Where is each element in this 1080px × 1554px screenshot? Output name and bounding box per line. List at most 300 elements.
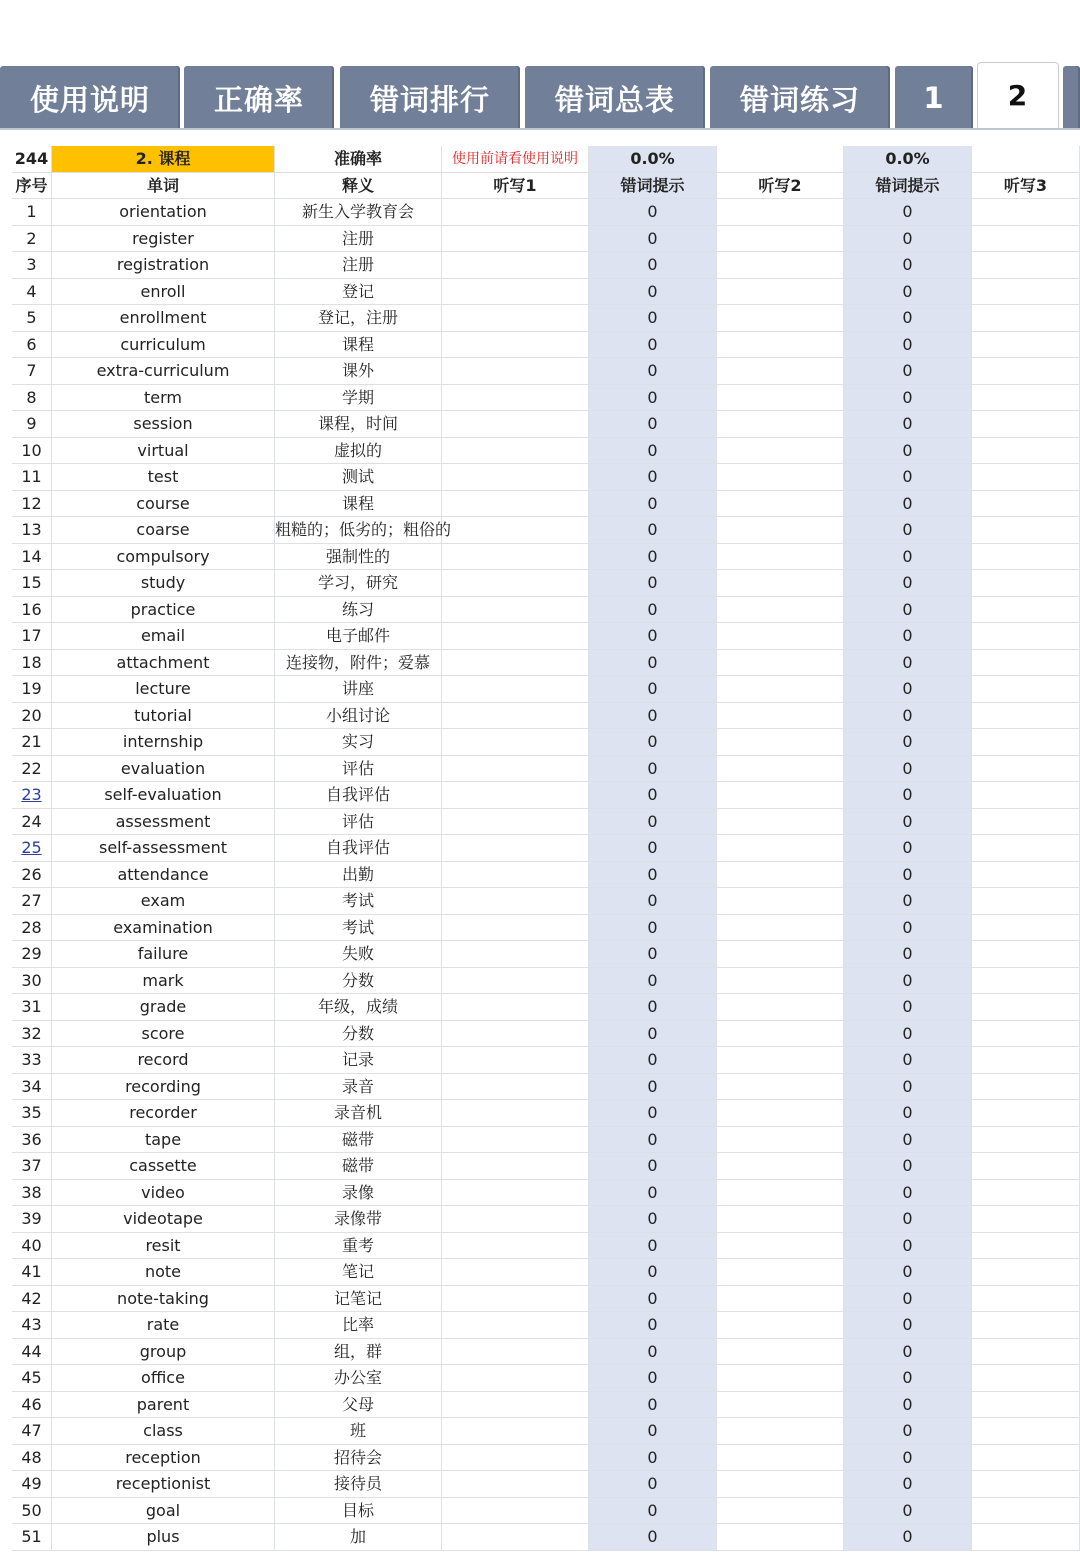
hint-1-cell[interactable]: 0 [589, 888, 717, 915]
row-index[interactable]: 47 [12, 1418, 52, 1445]
meaning-cell[interactable]: 考试 [275, 888, 442, 915]
hint-2-cell[interactable]: 0 [844, 279, 972, 306]
word-cell[interactable]: orientation [52, 199, 275, 226]
hint-1-cell[interactable]: 0 [589, 1233, 717, 1260]
dictation-2-cell[interactable] [717, 1365, 844, 1392]
hint-1-cell[interactable]: 0 [589, 1498, 717, 1525]
dictation-2-cell[interactable] [717, 1074, 844, 1101]
word-cell[interactable]: exam [52, 888, 275, 915]
column-header-meaning[interactable]: 释义 [275, 173, 442, 200]
column-header-dictation-2[interactable]: 听写2 [717, 173, 844, 200]
word-cell[interactable]: test [52, 464, 275, 491]
row-index[interactable]: 48 [12, 1445, 52, 1472]
word-cell[interactable]: self-evaluation [52, 782, 275, 809]
dictation-1-cell[interactable] [442, 915, 589, 942]
hint-1-cell[interactable]: 0 [589, 1180, 717, 1207]
hint-2-cell[interactable]: 0 [844, 491, 972, 518]
column-header-hint-2[interactable]: 错词提示 [844, 173, 972, 200]
dictation-2-cell[interactable] [717, 835, 844, 862]
dictation-2-cell[interactable] [717, 623, 844, 650]
accuracy-label[interactable]: 准确率 [275, 146, 442, 173]
dictation-3-cell[interactable] [972, 517, 1080, 544]
hint-2-cell[interactable]: 0 [844, 464, 972, 491]
dictation-1-cell[interactable] [442, 1206, 589, 1233]
row-index[interactable]: 7 [12, 358, 52, 385]
row-index[interactable]: 10 [12, 438, 52, 465]
word-count[interactable]: 244 [12, 146, 52, 173]
word-cell[interactable]: curriculum [52, 332, 275, 359]
word-cell[interactable]: evaluation [52, 756, 275, 783]
word-cell[interactable]: class [52, 1418, 275, 1445]
dictation-1-cell[interactable] [442, 809, 589, 836]
meaning-cell[interactable]: 失败 [275, 941, 442, 968]
meaning-cell[interactable]: 磁带 [275, 1153, 442, 1180]
meaning-cell[interactable]: 分数 [275, 968, 442, 995]
dictation-3-cell[interactable] [972, 1021, 1080, 1048]
dictation-3-cell[interactable] [972, 1392, 1080, 1419]
hint-1-cell[interactable]: 0 [589, 544, 717, 571]
meaning-cell[interactable]: 课程，时间 [275, 411, 442, 438]
dictation-2-cell[interactable] [717, 1524, 844, 1551]
hint-1-cell[interactable]: 0 [589, 1312, 717, 1339]
dictation-1-cell[interactable] [442, 782, 589, 809]
dictation-3-cell[interactable] [972, 862, 1080, 889]
dictation-1-cell[interactable] [442, 491, 589, 518]
meaning-cell[interactable]: 课外 [275, 358, 442, 385]
word-cell[interactable]: video [52, 1180, 275, 1207]
hint-2-cell[interactable]: 0 [844, 517, 972, 544]
meaning-cell[interactable]: 课程 [275, 332, 442, 359]
dictation-1-cell[interactable] [442, 305, 589, 332]
meaning-cell[interactable]: 测试 [275, 464, 442, 491]
dictation-2-cell[interactable] [717, 941, 844, 968]
hint-2-cell[interactable]: 0 [844, 199, 972, 226]
word-cell[interactable]: record [52, 1047, 275, 1074]
word-cell[interactable]: score [52, 1021, 275, 1048]
meaning-cell[interactable]: 考试 [275, 915, 442, 942]
dictation-1-cell[interactable] [442, 1047, 589, 1074]
tab-error-ranking[interactable]: 错词排行 [340, 66, 520, 130]
dictation-3-cell[interactable] [972, 226, 1080, 253]
hint-1-cell[interactable]: 0 [589, 1392, 717, 1419]
hint-1-cell[interactable]: 0 [589, 464, 717, 491]
dictation-3-cell[interactable] [972, 809, 1080, 836]
dictation-3-cell[interactable] [972, 1339, 1080, 1366]
dictation-3-cell[interactable] [972, 1365, 1080, 1392]
word-cell[interactable]: practice [52, 597, 275, 624]
dictation-1-cell[interactable] [442, 703, 589, 730]
word-cell[interactable]: term [52, 385, 275, 412]
meaning-cell[interactable]: 录像 [275, 1180, 442, 1207]
word-cell[interactable]: resit [52, 1233, 275, 1260]
row-index[interactable]: 2 [12, 226, 52, 253]
dictation-3-cell[interactable] [972, 676, 1080, 703]
hint-1-cell[interactable]: 0 [589, 1074, 717, 1101]
row-index[interactable]: 12 [12, 491, 52, 518]
word-cell[interactable]: recorder [52, 1100, 275, 1127]
row-index[interactable]: 27 [12, 888, 52, 915]
dictation-3-cell[interactable] [972, 358, 1080, 385]
dictation-3-cell[interactable] [972, 756, 1080, 783]
column-header-dictation-3[interactable]: 听写3 [972, 173, 1080, 200]
row-index[interactable]: 49 [12, 1471, 52, 1498]
dictation-1-cell[interactable] [442, 199, 589, 226]
meaning-cell[interactable]: 父母 [275, 1392, 442, 1419]
word-cell[interactable]: register [52, 226, 275, 253]
hint-2-cell[interactable]: 0 [844, 1471, 972, 1498]
word-cell[interactable]: enroll [52, 279, 275, 306]
meaning-cell[interactable]: 录音机 [275, 1100, 442, 1127]
hint-2-cell[interactable]: 0 [844, 1312, 972, 1339]
dictation-1-cell[interactable] [442, 517, 589, 544]
tab-sheet-more[interactable] [1063, 66, 1080, 130]
dictation-1-cell[interactable] [442, 862, 589, 889]
row-index[interactable]: 14 [12, 544, 52, 571]
hint-2-cell[interactable]: 0 [844, 1286, 972, 1313]
column-header-hint-1[interactable]: 错词提示 [589, 173, 717, 200]
dictation-2-cell[interactable] [717, 1259, 844, 1286]
dictation-1-cell[interactable] [442, 676, 589, 703]
row-index[interactable]: 33 [12, 1047, 52, 1074]
word-cell[interactable]: office [52, 1365, 275, 1392]
hint-1-cell[interactable]: 0 [589, 623, 717, 650]
hint-2-cell[interactable]: 0 [844, 968, 972, 995]
dictation-1-cell[interactable] [442, 358, 589, 385]
lesson-title[interactable]: 2. 课程 [52, 146, 275, 173]
dictation-1-cell[interactable] [442, 1312, 589, 1339]
hint-1-cell[interactable]: 0 [589, 729, 717, 756]
hint-2-cell[interactable]: 0 [844, 1392, 972, 1419]
row-index[interactable]: 42 [12, 1286, 52, 1313]
dictation-2-cell[interactable] [717, 1445, 844, 1472]
row-index[interactable]: 34 [12, 1074, 52, 1101]
hint-1-cell[interactable]: 0 [589, 199, 717, 226]
dictation-2-cell[interactable] [717, 226, 844, 253]
hint-1-cell[interactable]: 0 [589, 1365, 717, 1392]
word-cell[interactable]: receptionist [52, 1471, 275, 1498]
hint-1-cell[interactable]: 0 [589, 491, 717, 518]
hint-1-cell[interactable]: 0 [589, 994, 717, 1021]
hint-1-cell[interactable]: 0 [589, 1153, 717, 1180]
row-index[interactable]: 41 [12, 1259, 52, 1286]
meaning-cell[interactable]: 登记 [275, 279, 442, 306]
dictation-3-cell[interactable] [972, 729, 1080, 756]
hint-1-cell[interactable]: 0 [589, 1021, 717, 1048]
dictation-2-cell[interactable] [717, 650, 844, 677]
dictation-2-cell[interactable] [717, 1498, 844, 1525]
dictation-1-cell[interactable] [442, 1127, 589, 1154]
dictation-3-cell[interactable] [972, 1286, 1080, 1313]
row-index[interactable]: 13 [12, 517, 52, 544]
word-cell[interactable]: plus [52, 1524, 275, 1551]
dictation-2-cell[interactable] [717, 862, 844, 889]
hint-1-cell[interactable]: 0 [589, 650, 717, 677]
tab-accuracy[interactable]: 正确率 [184, 66, 334, 130]
row-index[interactable]: 45 [12, 1365, 52, 1392]
meaning-cell[interactable]: 讲座 [275, 676, 442, 703]
meaning-cell[interactable]: 重考 [275, 1233, 442, 1260]
meaning-cell[interactable]: 练习 [275, 597, 442, 624]
row-index[interactable]: 3 [12, 252, 52, 279]
dictation-3-cell[interactable] [972, 1180, 1080, 1207]
hint-2-cell[interactable]: 0 [844, 1074, 972, 1101]
dictation-3-cell[interactable] [972, 570, 1080, 597]
dictation-3-cell[interactable] [972, 968, 1080, 995]
dictation-2-cell[interactable] [717, 1392, 844, 1419]
hint-2-cell[interactable]: 0 [844, 862, 972, 889]
hint-1-cell[interactable]: 0 [589, 1047, 717, 1074]
meaning-cell[interactable]: 自我评估 [275, 782, 442, 809]
dictation-1-cell[interactable] [442, 941, 589, 968]
dictation-3-cell[interactable] [972, 1206, 1080, 1233]
hint-1-cell[interactable]: 0 [589, 1206, 717, 1233]
word-cell[interactable]: parent [52, 1392, 275, 1419]
row-index[interactable]: 5 [12, 305, 52, 332]
dictation-3-cell[interactable] [972, 491, 1080, 518]
hint-2-cell[interactable]: 0 [844, 1153, 972, 1180]
dictation-2-cell[interactable] [717, 411, 844, 438]
row-index[interactable]: 36 [12, 1127, 52, 1154]
hint-1-cell[interactable]: 0 [589, 1259, 717, 1286]
hint-1-cell[interactable]: 0 [589, 809, 717, 836]
dictation-1-cell[interactable] [442, 1524, 589, 1551]
word-cell[interactable]: course [52, 491, 275, 518]
dictation-2-cell[interactable] [717, 305, 844, 332]
dictation-2-cell[interactable] [717, 1418, 844, 1445]
dictation-3-cell[interactable] [972, 1153, 1080, 1180]
hint-2-cell[interactable]: 0 [844, 438, 972, 465]
hint-2-cell[interactable]: 0 [844, 1233, 972, 1260]
hint-2-cell[interactable]: 0 [844, 729, 972, 756]
hint-1-cell[interactable]: 0 [589, 1445, 717, 1472]
meaning-cell[interactable]: 电子邮件 [275, 623, 442, 650]
dictation-3-cell[interactable] [972, 1233, 1080, 1260]
row-index[interactable]: 37 [12, 1153, 52, 1180]
row-index[interactable]: 35 [12, 1100, 52, 1127]
meaning-cell[interactable]: 强制性的 [275, 544, 442, 571]
dictation-3-cell[interactable] [972, 1047, 1080, 1074]
dictation-1-cell[interactable] [442, 570, 589, 597]
row-index[interactable]: 22 [12, 756, 52, 783]
meaning-cell[interactable]: 加 [275, 1524, 442, 1551]
dictation-3-cell[interactable] [972, 305, 1080, 332]
hint-2-cell[interactable]: 0 [844, 544, 972, 571]
dictation-1-cell[interactable] [442, 1259, 589, 1286]
hint-2-cell[interactable]: 0 [844, 1498, 972, 1525]
word-cell[interactable]: study [52, 570, 275, 597]
dictation-2-cell[interactable] [717, 385, 844, 412]
tab-usage-guide[interactable]: 使用说明 [0, 66, 180, 130]
dictation-2-cell[interactable] [717, 544, 844, 571]
word-cell[interactable]: rate [52, 1312, 275, 1339]
hint-2-cell[interactable]: 0 [844, 650, 972, 677]
meaning-cell[interactable]: 注册 [275, 252, 442, 279]
dictation-3-cell[interactable] [972, 915, 1080, 942]
hint-2-cell[interactable]: 0 [844, 1445, 972, 1472]
dictation-2-cell[interactable] [717, 199, 844, 226]
hint-2-cell[interactable]: 0 [844, 226, 972, 253]
meaning-cell[interactable]: 录像带 [275, 1206, 442, 1233]
dictation-1-cell[interactable] [442, 411, 589, 438]
meaning-cell[interactable]: 登记，注册 [275, 305, 442, 332]
dictation-3-cell[interactable] [972, 1074, 1080, 1101]
dictation-3-cell[interactable] [972, 1312, 1080, 1339]
dictation-1-cell[interactable] [442, 464, 589, 491]
dictation-3-cell[interactable] [972, 888, 1080, 915]
row-index[interactable]: 43 [12, 1312, 52, 1339]
row-index[interactable]: 26 [12, 862, 52, 889]
hint-2-cell[interactable]: 0 [844, 385, 972, 412]
dictation-2-cell[interactable] [717, 1286, 844, 1313]
row-index[interactable]: 30 [12, 968, 52, 995]
dictation-1-cell[interactable] [442, 968, 589, 995]
dictation-3-cell[interactable] [972, 703, 1080, 730]
word-cell[interactable]: session [52, 411, 275, 438]
dictation-1-cell[interactable] [442, 1445, 589, 1472]
row-index[interactable]: 38 [12, 1180, 52, 1207]
hint-1-cell[interactable]: 0 [589, 1418, 717, 1445]
hint-2-cell[interactable]: 0 [844, 1180, 972, 1207]
column-header-index[interactable]: 序号 [12, 173, 52, 200]
meaning-cell[interactable]: 虚拟的 [275, 438, 442, 465]
hint-2-cell[interactable]: 0 [844, 1206, 972, 1233]
row-index[interactable]: 46 [12, 1392, 52, 1419]
word-cell[interactable]: cassette [52, 1153, 275, 1180]
row-index[interactable]: 24 [12, 809, 52, 836]
hint-2-cell[interactable]: 0 [844, 305, 972, 332]
dictation-3-cell[interactable] [972, 411, 1080, 438]
dictation-3-cell[interactable] [972, 1445, 1080, 1472]
meaning-cell[interactable]: 评估 [275, 756, 442, 783]
dictation-1-cell[interactable] [442, 994, 589, 1021]
row-index[interactable]: 32 [12, 1021, 52, 1048]
dictation-2-cell[interactable] [717, 1339, 844, 1366]
meaning-cell[interactable]: 实习 [275, 729, 442, 756]
dictation-2-cell[interactable] [717, 570, 844, 597]
row-index[interactable]: 28 [12, 915, 52, 942]
word-cell[interactable]: coarse [52, 517, 275, 544]
hint-2-cell[interactable]: 0 [844, 809, 972, 836]
dictation-3-cell[interactable] [972, 1127, 1080, 1154]
tab-error-table[interactable]: 错词总表 [525, 66, 705, 130]
hint-2-cell[interactable]: 0 [844, 1524, 972, 1551]
dictation-2-cell[interactable] [717, 1312, 844, 1339]
dictation-3-cell[interactable] [972, 1471, 1080, 1498]
meaning-cell[interactable]: 学习，研究 [275, 570, 442, 597]
dictation-3-cell[interactable] [972, 1418, 1080, 1445]
word-cell[interactable]: extra-curriculum [52, 358, 275, 385]
word-cell[interactable]: registration [52, 252, 275, 279]
dictation-3-cell[interactable] [972, 1100, 1080, 1127]
dictation-2-cell[interactable] [717, 1021, 844, 1048]
hint-2-cell[interactable]: 0 [844, 1339, 972, 1366]
dictation-1-cell[interactable] [442, 1180, 589, 1207]
row-index[interactable]: 31 [12, 994, 52, 1021]
dictation-2-cell[interactable] [717, 1100, 844, 1127]
row-index[interactable]: 16 [12, 597, 52, 624]
dictation-3-cell[interactable] [972, 597, 1080, 624]
dictation-3-cell[interactable] [972, 782, 1080, 809]
hint-1-cell[interactable]: 0 [589, 597, 717, 624]
dictation-2-cell[interactable] [717, 809, 844, 836]
summary-empty-cell[interactable] [717, 146, 844, 173]
dictation-2-cell[interactable] [717, 517, 844, 544]
hint-1-cell[interactable]: 0 [589, 941, 717, 968]
hint-2-cell[interactable]: 0 [844, 1259, 972, 1286]
hint-2-cell[interactable]: 0 [844, 332, 972, 359]
hint-1-cell[interactable]: 0 [589, 1127, 717, 1154]
word-cell[interactable]: grade [52, 994, 275, 1021]
dictation-1-cell[interactable] [442, 1153, 589, 1180]
hint-1-cell[interactable]: 0 [589, 411, 717, 438]
dictation-1-cell[interactable] [442, 1339, 589, 1366]
hint-1-cell[interactable]: 0 [589, 332, 717, 359]
hint-2-cell[interactable]: 0 [844, 676, 972, 703]
dictation-2-cell[interactable] [717, 915, 844, 942]
meaning-cell[interactable]: 粗糙的；低劣的；粗俗的 [275, 517, 442, 544]
dictation-3-cell[interactable] [972, 332, 1080, 359]
dictation-3-cell[interactable] [972, 1498, 1080, 1525]
hint-1-cell[interactable]: 0 [589, 915, 717, 942]
word-cell[interactable]: self-assessment [52, 835, 275, 862]
dictation-1-cell[interactable] [442, 1021, 589, 1048]
dictation-1-cell[interactable] [442, 1418, 589, 1445]
word-cell[interactable]: recording [52, 1074, 275, 1101]
row-index[interactable]: 11 [12, 464, 52, 491]
meaning-cell[interactable]: 课程 [275, 491, 442, 518]
dictation-2-cell[interactable] [717, 1047, 844, 1074]
hint-2-cell[interactable]: 0 [844, 782, 972, 809]
dictation-1-cell[interactable] [442, 756, 589, 783]
hint-2-cell[interactable]: 0 [844, 1365, 972, 1392]
accuracy-dictation-1[interactable]: 0.0% [589, 146, 717, 173]
dictation-2-cell[interactable] [717, 888, 844, 915]
word-cell[interactable]: reception [52, 1445, 275, 1472]
dictation-3-cell[interactable] [972, 464, 1080, 491]
meaning-cell[interactable]: 自我评估 [275, 835, 442, 862]
hint-1-cell[interactable]: 0 [589, 756, 717, 783]
row-index[interactable]: 40 [12, 1233, 52, 1260]
dictation-1-cell[interactable] [442, 623, 589, 650]
hint-2-cell[interactable]: 0 [844, 915, 972, 942]
word-cell[interactable]: enrollment [52, 305, 275, 332]
word-cell[interactable]: videotape [52, 1206, 275, 1233]
hint-1-cell[interactable]: 0 [589, 1471, 717, 1498]
tab-error-practice[interactable]: 错词练习 [710, 66, 890, 130]
row-index[interactable]: 4 [12, 279, 52, 306]
word-cell[interactable]: compulsory [52, 544, 275, 571]
word-cell[interactable]: examination [52, 915, 275, 942]
row-index[interactable]: 51 [12, 1524, 52, 1551]
row-index[interactable]: 29 [12, 941, 52, 968]
meaning-cell[interactable]: 评估 [275, 809, 442, 836]
word-cell[interactable]: mark [52, 968, 275, 995]
usage-warning[interactable]: 使用前请看使用说明 [442, 146, 589, 173]
dictation-2-cell[interactable] [717, 464, 844, 491]
dictation-2-cell[interactable] [717, 676, 844, 703]
word-cell[interactable]: internship [52, 729, 275, 756]
hint-2-cell[interactable]: 0 [844, 597, 972, 624]
meaning-cell[interactable]: 年级，成绩 [275, 994, 442, 1021]
dictation-1-cell[interactable] [442, 438, 589, 465]
tab-sheet-2[interactable]: 2 [978, 63, 1058, 128]
row-index[interactable]: 25 [12, 835, 52, 862]
dictation-2-cell[interactable] [717, 438, 844, 465]
meaning-cell[interactable]: 小组讨论 [275, 703, 442, 730]
dictation-2-cell[interactable] [717, 279, 844, 306]
hint-1-cell[interactable]: 0 [589, 862, 717, 889]
hint-1-cell[interactable]: 0 [589, 703, 717, 730]
